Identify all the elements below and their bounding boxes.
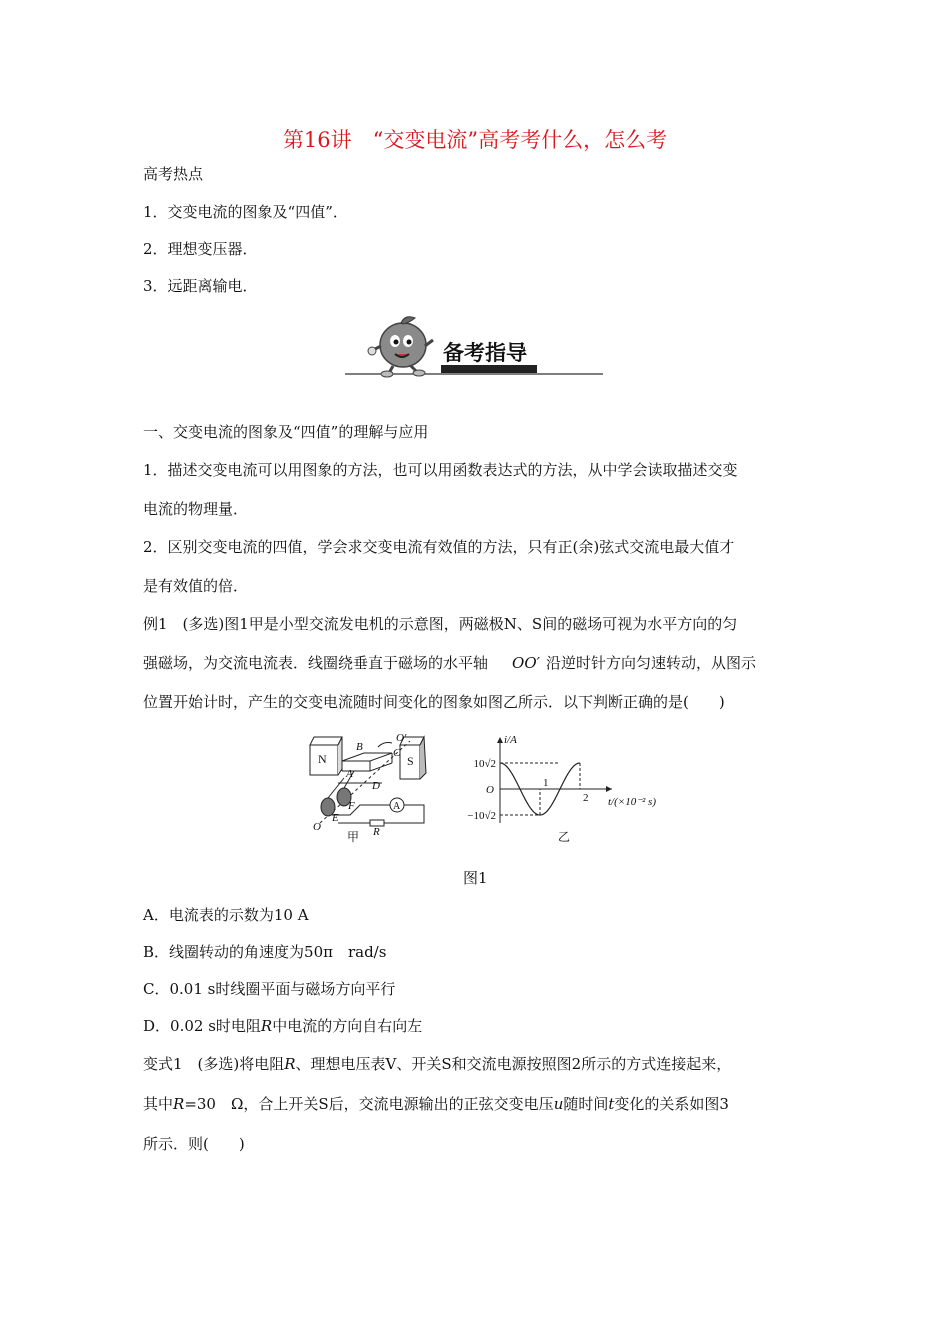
variant1-line2-a: 其中 [143,1095,174,1113]
variant1-line2-var: R [173,1095,185,1113]
variant1-line1-a: 变式1 (多选)将电阻 [143,1055,285,1073]
label-f: F [348,800,355,812]
option-b: B．线圈转动的角速度为50π rad/s [143,943,387,961]
example1-line1: 例1 (多选)图1甲是小型交流发电机的示意图，两磁极N、S间的磁场可视为水平方向的匀 [143,615,738,633]
axis-label: OO′ [512,654,541,672]
x-tick-1: 1 [543,777,549,789]
variant1-var-r: R [284,1055,296,1073]
label-r: R [373,826,380,838]
page-title: 第16讲 “交变电流”高考考什么，怎么考 [282,128,668,152]
option-d-b: 中电流的方向自右向左 [272,1017,423,1035]
banner-text: 备考指导 [443,341,527,365]
current-time-graph [455,733,670,845]
variant1-line3: 所示．则( ) [143,1135,245,1153]
variant1-line1 [143,1055,731,1073]
mascot-icon [368,317,433,377]
option-c: C．0.01 s时线圈平面与磁场方向平行 [143,980,396,998]
label-o: O [313,821,321,833]
example1-line2-b: 沿逆时针方向匀速转动，从图示 [546,654,757,672]
magnet-n-label: N [318,752,327,766]
example1-line2-a: 强磁场，为交流电流表．线圈绕垂直于磁场的水平轴 [143,654,489,672]
label-d: D [372,780,380,792]
variant1-line2 [143,1095,729,1113]
figure1-caption: 图1 [463,869,488,887]
hot-item-1: 1．交变电流的图象及“四值”． [143,203,348,221]
variant1-line2-t: t [608,1095,615,1113]
y-axis-arrow [497,737,503,743]
y-tick-max: 10√2 [473,758,496,770]
option-d [143,1017,422,1035]
section1-p2-line2: 是有效值的倍． [143,577,249,595]
label-c: C [393,747,401,759]
example1-line2 [143,654,756,672]
option-d-var: R [260,1017,273,1035]
label-a: A [346,768,353,780]
option-a: A．电流表的示数为10 A [143,906,309,924]
y-axis-label: i/A [504,734,517,746]
section1-p1-line2: 电流的物理量． [143,500,249,518]
variant1-line2-d: 变化的关系如图3 [614,1095,729,1113]
magnet-s-label: S [407,754,414,768]
section1-p1-line1: 1．描述交变电流可以用图象的方法，也可以用函数表达式的方法，从中学会读取描述交变 [143,461,738,479]
x-axis-arrow [606,786,612,792]
right-caption: 乙 [558,830,571,844]
variant1-line2-c: 随时间 [563,1095,609,1113]
y-tick-min: −10√2 [467,810,496,822]
variant1-line1-b: 、理想电压表V、开关S和交流电源按照图2所示的方式连接起来， [295,1055,732,1073]
hot-item-3: 3．远距离输电． [143,277,258,295]
x-tick-2: 2 [583,792,589,804]
section1-p2-line1: 2．区别交变电流的四值，学会求交变电流有效值的方法，只有正(余)弦式交流电最大值才 [143,538,735,556]
label-e: E [332,812,339,824]
left-caption: 甲 [347,830,360,844]
x-axis-label: t/(×10⁻² s) [608,796,656,808]
hot-heading: 高考热点 [143,165,204,183]
hot-item-2: 2．理想变压器． [143,240,258,258]
generator-diagram [300,733,440,845]
option-d-a: D．0.02 s时电阻 [143,1017,261,1035]
section1-heading: 一、交变电流的图象及“四值”的理解与应用 [143,423,429,441]
variant1-line2-b: =30 Ω，合上开关S后，交流电源输出的正弦交变电压 [184,1095,554,1113]
origin-label: O [486,784,494,796]
ammeter-label: A [393,801,401,812]
label-b: B [356,741,363,753]
variant1-line2-u: u [553,1095,564,1113]
example1-line3: 位置开始计时，产生的交变电流随时间变化的图象如图乙所示．以下判断正确的是( ) [143,693,725,711]
banner-graphic [345,310,605,380]
label-o-prime: O′ [396,732,407,744]
